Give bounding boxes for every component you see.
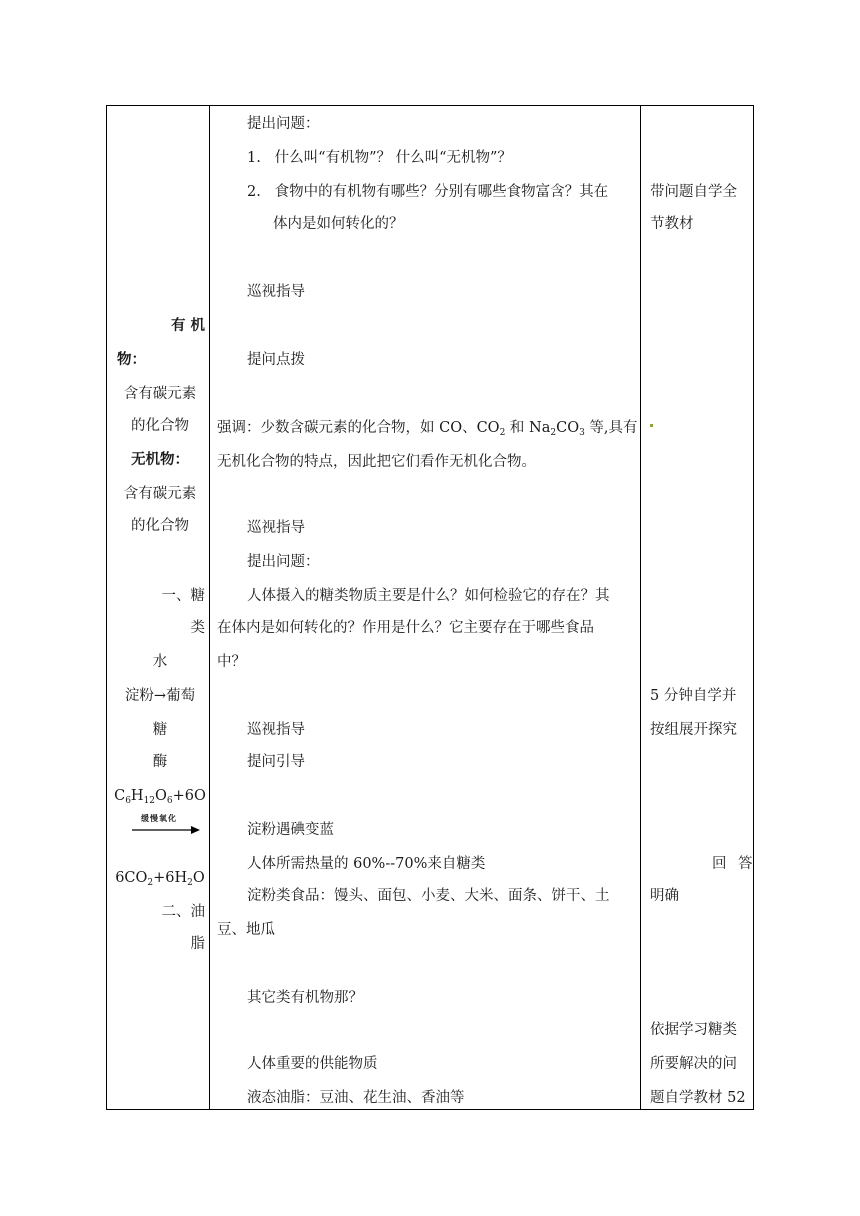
inorganic-definition: 含有碳元素 — [123, 486, 197, 502]
organic-definition-cont: 的化合物 — [131, 418, 189, 434]
column-divider — [640, 106, 641, 1109]
question-number: 2. — [247, 184, 261, 200]
products-formula — [113, 868, 207, 888]
inorganic-heading: 无机物： — [131, 451, 189, 468]
slow-oxidation-arrow — [131, 814, 199, 836]
patrol-guidance: 巡视指导 — [247, 284, 305, 300]
emphasis-line-cont: 无机化合物的特点，因此把它们看作无机化合物。 — [217, 454, 536, 470]
question-1 — [247, 148, 512, 168]
student-activity-4-cont: 所要解决的问 — [650, 1056, 737, 1072]
organic-heading: 有 机 — [170, 317, 205, 334]
water-label: 水 — [152, 654, 168, 670]
sugar-question: 人体摄入的糖类物质主要是什么？如何检验它的存在？其 — [247, 588, 610, 604]
formula-part: H — [130, 788, 144, 804]
starch-foods: 淀粉类食品：馒头、面包、小麦、大米、面条、饼干、土 — [247, 888, 610, 904]
fat-heading: 二、油 — [161, 904, 205, 920]
formula-subscript: 2 — [147, 878, 154, 888]
student-activity-3-cont: 明确 — [650, 888, 679, 904]
emphasis-subscript: 3 — [579, 428, 585, 438]
formula-subscript: 2 — [187, 878, 193, 888]
question-text: 什么叫“有机物”？ 什么叫“无机物”？ — [274, 150, 512, 166]
question-2-cont: 体内是如何转化的？ — [273, 216, 404, 232]
prompt-heading: 提出问题： — [247, 116, 320, 132]
student-activity-1-cont: 节教材 — [650, 216, 694, 232]
student-column — [650, 106, 753, 1109]
prompt-heading: 提出问题： — [247, 554, 320, 570]
question-guidance: 提问引导 — [247, 754, 305, 770]
column-divider — [209, 106, 210, 1109]
student-activity-1: 带问题自学全 — [650, 184, 737, 200]
sugar-question-cont: 在体内是如何转化的？作用是什么？它主要存在于哪些食品 — [217, 620, 594, 636]
long-arrow-icon — [131, 824, 201, 836]
emphasis-line — [217, 418, 638, 438]
knowledge-column — [113, 106, 207, 1109]
liquid-fats: 液态油脂：豆油、花生油、香油等 — [247, 1090, 465, 1106]
emphasis-text: 强调：少数含碳元素的化合物，如 CO、CO — [217, 420, 500, 436]
fat-heading-cont: 脂 — [190, 936, 205, 952]
formula-part: +6O — [172, 788, 206, 804]
question-text: 食物中的有机物有哪些？分别有哪些食物富含？其在 — [274, 184, 609, 200]
slow-oxidation-label: 缓慢氧化 — [141, 814, 177, 823]
sugar-heading: 一、糖 — [161, 588, 205, 604]
patrol-guidance: 巡视指导 — [247, 520, 305, 536]
starch-label: 淀粉 — [124, 688, 154, 704]
formula-part: +6H — [153, 870, 188, 886]
lesson-table — [106, 105, 754, 1110]
question-guidance: 提问点拨 — [247, 352, 305, 368]
glucose-formula — [113, 786, 207, 806]
emphasis-subscript: 2 — [499, 428, 506, 438]
teacher-column — [217, 106, 637, 1109]
student-activity-4-end: 题自学教材 52 — [650, 1090, 746, 1106]
formula-subscript: 6 — [166, 796, 173, 806]
emphasis-text: 等,具有 — [584, 420, 638, 436]
student-activity-2-cont: 按组展开探究 — [650, 722, 737, 738]
formula-part: O — [192, 870, 205, 886]
student-activity-2: 5 分钟自学并 — [650, 688, 737, 704]
emphasis-text: CO — [556, 420, 580, 436]
formula-part: C — [114, 788, 126, 804]
sugar-question-end: 中？ — [217, 654, 246, 670]
student-activity-3: 回 — [712, 856, 727, 872]
student-activity-3-b: 答 — [738, 856, 753, 872]
right-arrow-icon: → — [153, 688, 167, 704]
sugar-heading-cont: 类 — [190, 620, 205, 636]
question-2 — [247, 182, 608, 202]
starch-to-glucose — [113, 686, 207, 706]
emphasis-subscript: 2 — [550, 428, 557, 438]
organic-definition: 含有碳元素 — [123, 386, 197, 402]
formula-subscript: 12 — [143, 796, 156, 806]
emphasis-text: 和 Na — [505, 420, 551, 436]
starch-foods-cont: 豆、地瓜 — [217, 922, 275, 938]
energy-fact: 人体所需热量的 60%--70%来自糖类 — [247, 856, 486, 872]
formula-part: O — [155, 788, 167, 804]
marker-dot — [650, 424, 653, 427]
patrol-guidance: 巡视指导 — [247, 722, 305, 738]
student-activity-4: 依据学习糖类 — [650, 1022, 737, 1038]
inorganic-definition-cont: 的化合物 — [131, 518, 189, 534]
glucose-label-cont: 糖 — [152, 722, 168, 738]
formula-part: 6CO — [115, 870, 148, 886]
enzyme-label: 酶 — [152, 754, 168, 770]
other-organics-question: 其它类有机物那？ — [247, 990, 363, 1006]
energy-supply-fact: 人体重要的供能物质 — [247, 1056, 378, 1072]
organic-heading-cont: 物： — [117, 351, 146, 368]
formula-subscript: 6 — [125, 796, 131, 806]
question-number: 1. — [247, 150, 261, 166]
glucose-label: 葡萄 — [166, 688, 196, 704]
starch-iodine-fact: 淀粉遇碘变蓝 — [247, 822, 334, 838]
